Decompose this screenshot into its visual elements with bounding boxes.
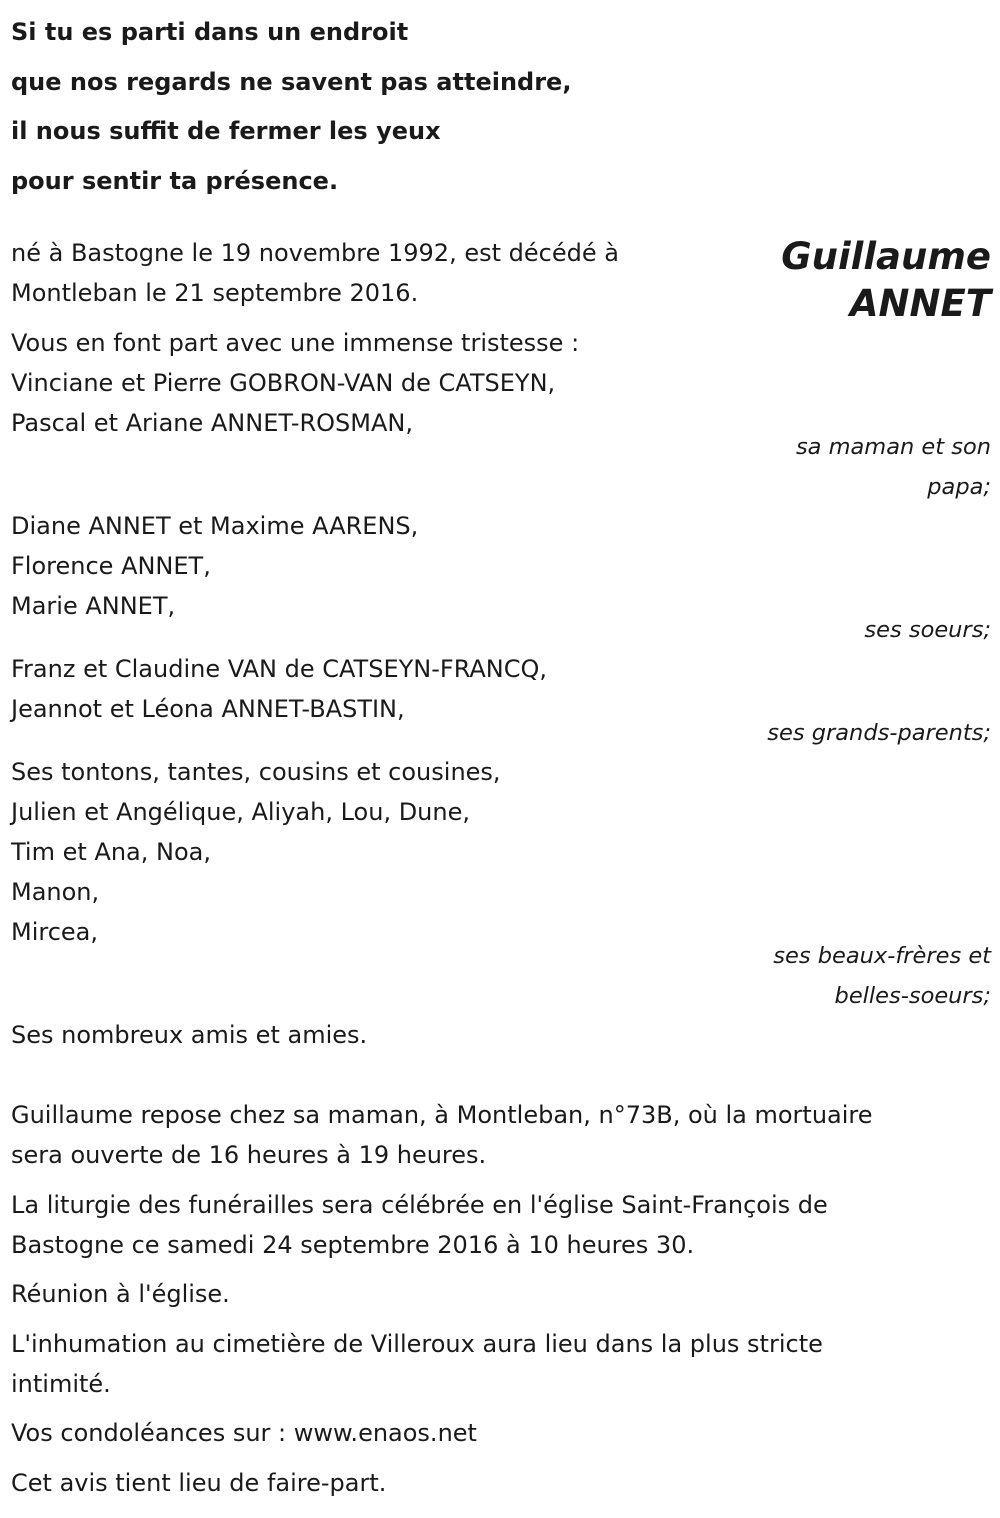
meeting-line: Réunion à l'église.: [11, 1280, 230, 1308]
grandparent-entry: Jeannot et Léona ANNET-BASTIN,: [11, 695, 405, 723]
poem-line: Si tu es parti dans un endroit: [11, 18, 409, 46]
family-entry: Mircea,: [11, 918, 99, 946]
rest-line: sera ouverte de 16 heures à 19 heures.: [11, 1141, 487, 1169]
family-entry: Tim et Ana, Noa,: [11, 838, 211, 866]
deceased-first-name: Guillaume: [781, 235, 991, 278]
announcement: Vous en font part avec une immense tristesse :: [11, 329, 580, 357]
grandparent-entry: Franz et Claudine VAN de CATSEYN-FRANCQ,: [11, 655, 548, 683]
relation-label: ses beaux-frères et: [773, 943, 991, 969]
sister-entry: Florence ANNET,: [11, 552, 211, 580]
birth-death-line: Montleban le 21 septembre 2016.: [11, 279, 419, 307]
sister-entry: Diane ANNET et Maxime AARENS,: [11, 512, 419, 540]
deceased-last-name: ANNET: [849, 282, 991, 325]
burial-line: L'inhumation au cimetière de Villeroux aura lieu dans la plus stricte: [11, 1330, 823, 1358]
poem-line: pour sentir ta présence.: [11, 166, 339, 195]
poem-line: il nous suffit de fermer les yeux: [11, 117, 441, 145]
family-entry: Julien et Angélique, Aliyah, Lou, Dune,: [11, 798, 470, 826]
relation-label: ses grands-parents;: [767, 720, 991, 746]
friends-line: Ses nombreux amis et amies.: [11, 1021, 368, 1049]
family-entry: Manon,: [11, 878, 100, 906]
birth-death-line: né à Bastogne le 19 novembre 1992, est décédé à: [11, 239, 619, 267]
liturgy-line: Bastogne ce samedi 24 septembre 2016 à 10 heures 30.: [11, 1231, 695, 1259]
relation-label: sa maman et son: [795, 434, 991, 460]
poem-line: que nos regards ne savent pas atteindre,: [11, 67, 572, 96]
relation-label: papa;: [927, 474, 991, 500]
sister-entry: Marie ANNET,: [11, 592, 176, 620]
deceased-name: [781, 233, 991, 327]
family-entry: Ses tontons, tantes, cousins et cousines,: [11, 758, 501, 786]
notice-line: Cet avis tient lieu de faire-part.: [11, 1469, 387, 1497]
condolences-line: Vos condoléances sur : www.enaos.net: [11, 1419, 477, 1447]
relation-label: belles-soeurs;: [834, 983, 991, 1009]
parent-entry: Pascal et Ariane ANNET-ROSMAN,: [11, 409, 413, 437]
relation-label: ses soeurs;: [864, 617, 991, 643]
poem: [11, 8, 571, 206]
parent-entry: Vinciane et Pierre GOBRON-VAN de CATSEYN,: [11, 369, 556, 397]
rest-line: Guillaume repose chez sa maman, à Montleban, n°73B, où la mortuaire: [11, 1101, 873, 1129]
burial-line: intimité.: [11, 1370, 111, 1398]
liturgy-line: La liturgie des funérailles sera célébrée en l'église Saint-François de: [11, 1191, 828, 1219]
